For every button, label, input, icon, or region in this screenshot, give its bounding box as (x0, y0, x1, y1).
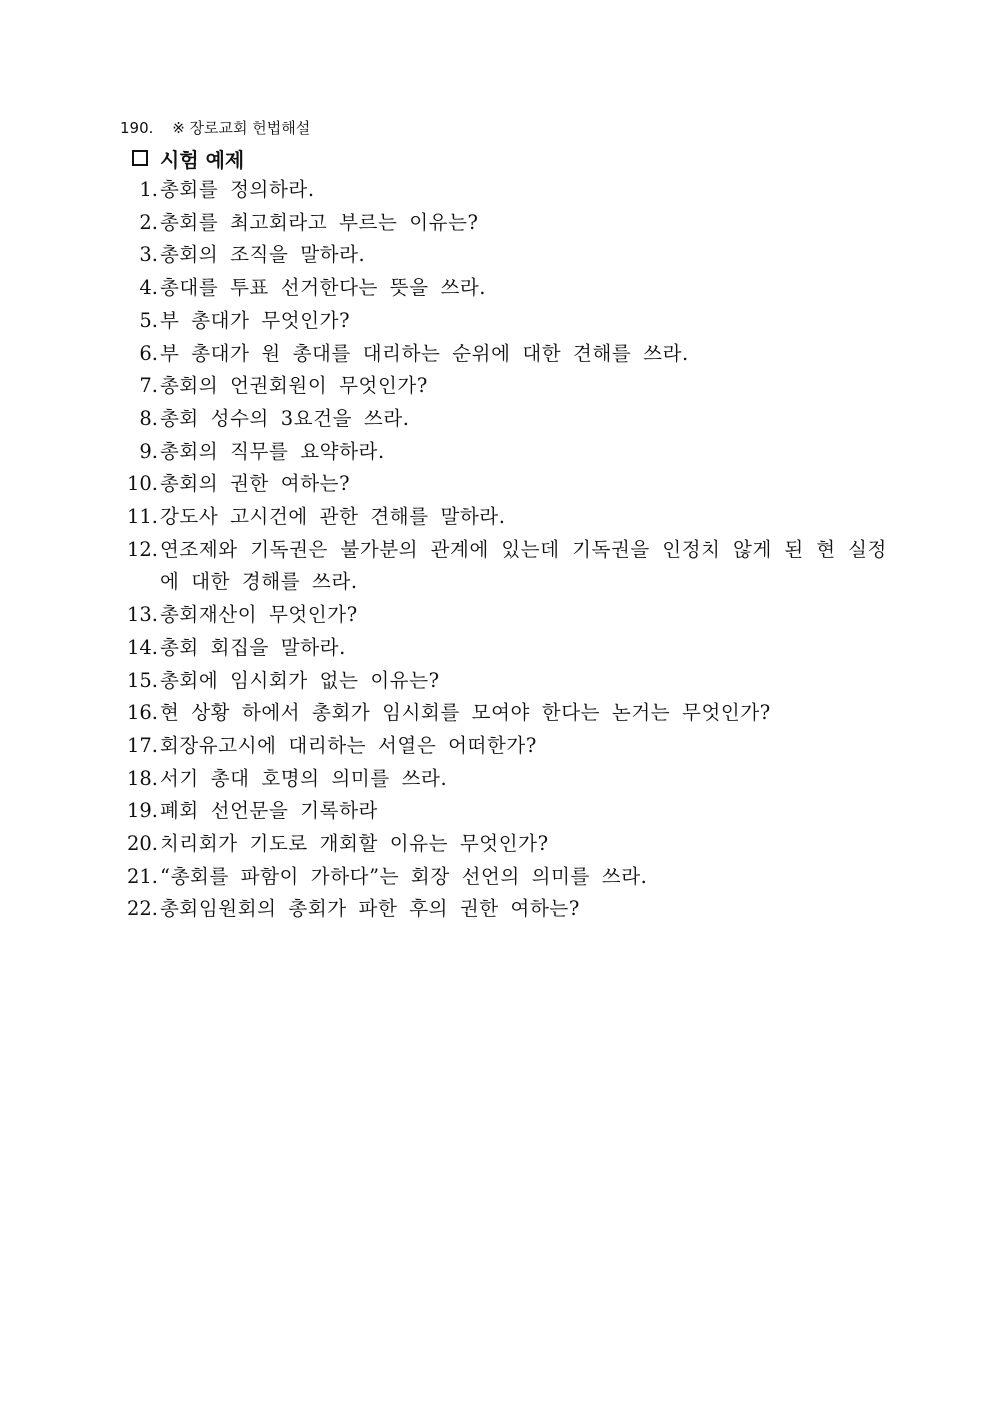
question-number: 4. (139, 276, 158, 300)
question-item (117, 665, 887, 698)
running-title: ※ 장로교회 헌법해설 (172, 119, 311, 137)
question-number: 16. (126, 701, 158, 725)
question-number: 6. (139, 341, 158, 365)
question-item (117, 436, 887, 469)
question-text: 부 총대가 원 총대를 대리하는 순위에 대한 견해를 쓰라. (160, 341, 689, 365)
question-number: 8. (139, 406, 158, 430)
question-item (117, 599, 887, 632)
question-number: 11. (126, 505, 158, 529)
question-text: 총회재산이 무엇인가? (160, 603, 358, 627)
question-text: 총회 성수의 3요건을 쓰라. (160, 406, 410, 430)
question-text: 총회의 조직을 말하라. (160, 243, 366, 267)
question-text: 총대를 투표 선거한다는 뜻을 쓰라. (160, 276, 487, 300)
question-list (117, 174, 887, 926)
question-text: 총회를 정의하라. (160, 178, 315, 201)
question-number: 21. (126, 864, 158, 888)
question-item (117, 305, 887, 338)
question-text: 치리회가 기도로 개회할 이유는 무엇인가? (160, 832, 549, 856)
question-number: 13. (126, 603, 158, 627)
question-text: 총회를 최고회라고 부르는 이유는? (160, 210, 479, 234)
square-icon (132, 150, 148, 166)
question-number: 10. (126, 472, 158, 496)
question-text: 서기 총대 호명의 의미를 쓰라. (160, 766, 448, 790)
question-number: 17. (126, 733, 158, 757)
question-number: 9. (139, 439, 158, 463)
question-number: 15. (126, 668, 158, 692)
question-text: 총회의 언권회원이 무엇인가? (160, 374, 428, 398)
question-item (117, 795, 887, 828)
question-text: “총회를 파함이 가하다”는 회장 선언의 의미를 쓰라. (160, 864, 648, 888)
question-number: 18. (126, 766, 158, 790)
question-text: 연조제와 기독권은 불가분의 관계에 있는데 기독권을 인정치 않게 된 현 실정에 대한 경해를 쓰라. (160, 537, 887, 594)
question-number: 14. (126, 635, 158, 659)
question-text: 폐회 선언문을 기록하라 (160, 799, 378, 823)
question-text: 현 상황 하에서 총회가 임시회를 모여야 한다는 논거는 무엇인가? (160, 701, 771, 725)
question-item (117, 763, 887, 796)
question-text: 강도사 고시건에 관한 견해를 말하라. (160, 505, 506, 529)
question-item (117, 174, 887, 207)
question-item (117, 501, 887, 534)
question-item (117, 893, 887, 926)
section-heading (132, 145, 244, 171)
question-text: 총회의 권한 여하는? (160, 472, 351, 496)
question-text: 총회임원회의 총회가 파한 후의 권한 여하는? (160, 897, 580, 921)
question-text: 총회의 직무를 요약하라. (160, 439, 385, 463)
section-title: 시험 예제 (160, 147, 245, 172)
question-item (117, 861, 887, 894)
question-item (117, 338, 887, 371)
question-item (117, 272, 887, 305)
question-number: 5. (139, 308, 158, 332)
question-text: 부 총대가 무엇인가? (160, 308, 351, 332)
question-number: 2. (139, 210, 158, 234)
question-item (117, 468, 887, 501)
question-item (117, 632, 887, 665)
question-item (117, 697, 887, 730)
question-text: 회장유고시에 대리하는 서열은 어떠한가? (160, 733, 537, 757)
question-item (117, 207, 887, 240)
question-text: 총회 회집을 말하라. (160, 635, 346, 659)
question-item (117, 828, 887, 861)
question-text: 총회에 임시회가 없는 이유는? (160, 668, 440, 692)
question-item (117, 534, 887, 599)
page-header (120, 118, 310, 138)
question-item (117, 239, 887, 272)
question-number: 1. (139, 178, 158, 201)
page-number: 190. (120, 119, 154, 137)
question-item (117, 370, 887, 403)
question-number: 20. (126, 832, 158, 856)
question-number: 12. (126, 537, 158, 561)
question-item (117, 730, 887, 763)
question-number: 19. (126, 799, 158, 823)
question-number: 7. (139, 374, 158, 398)
question-item (117, 403, 887, 436)
question-number: 22. (126, 897, 158, 921)
question-number: 3. (139, 243, 158, 267)
